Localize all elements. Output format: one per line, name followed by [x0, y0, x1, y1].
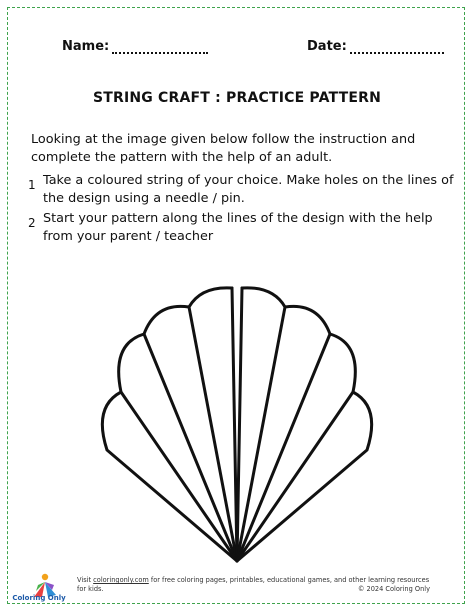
- logo-text: Coloring Only: [12, 594, 66, 602]
- date-field[interactable]: [307, 38, 444, 54]
- step-text: Start your pattern along the lines of the design with the help from your parent / teacher: [43, 211, 433, 244]
- step-text: Take a coloured string of your choice. Make holes on the lines of the design using a needle / pin.: [43, 173, 454, 206]
- date-label: Date:: [307, 39, 347, 54]
- name-field[interactable]: [62, 38, 208, 54]
- footer: [0, 566, 474, 606]
- step-item-1: [28, 172, 458, 208]
- instructions-intro: Looking at the image given below follow the instruction and complete the pattern with the help of an adult.: [31, 132, 416, 165]
- seashell-illustration: [97, 276, 377, 566]
- site-link[interactable]: coloringonly.com: [93, 576, 149, 584]
- copyright-text: © 2024 Coloring Only: [357, 585, 430, 593]
- step-item-2: [28, 210, 458, 246]
- step-number: 1: [28, 178, 36, 192]
- name-dotted-line[interactable]: [112, 38, 208, 54]
- seashell-ribs: [121, 288, 353, 561]
- footer-visit-text: Visit coloringonly.com for free coloring pages, printables, educational games, and other learning resources for kids.: [77, 576, 430, 593]
- step-number: 2: [28, 216, 36, 230]
- name-label: Name:: [62, 39, 110, 54]
- page-title: STRING CRAFT : PRACTICE PATTERN: [92, 90, 382, 106]
- date-dotted-line[interactable]: [350, 38, 444, 54]
